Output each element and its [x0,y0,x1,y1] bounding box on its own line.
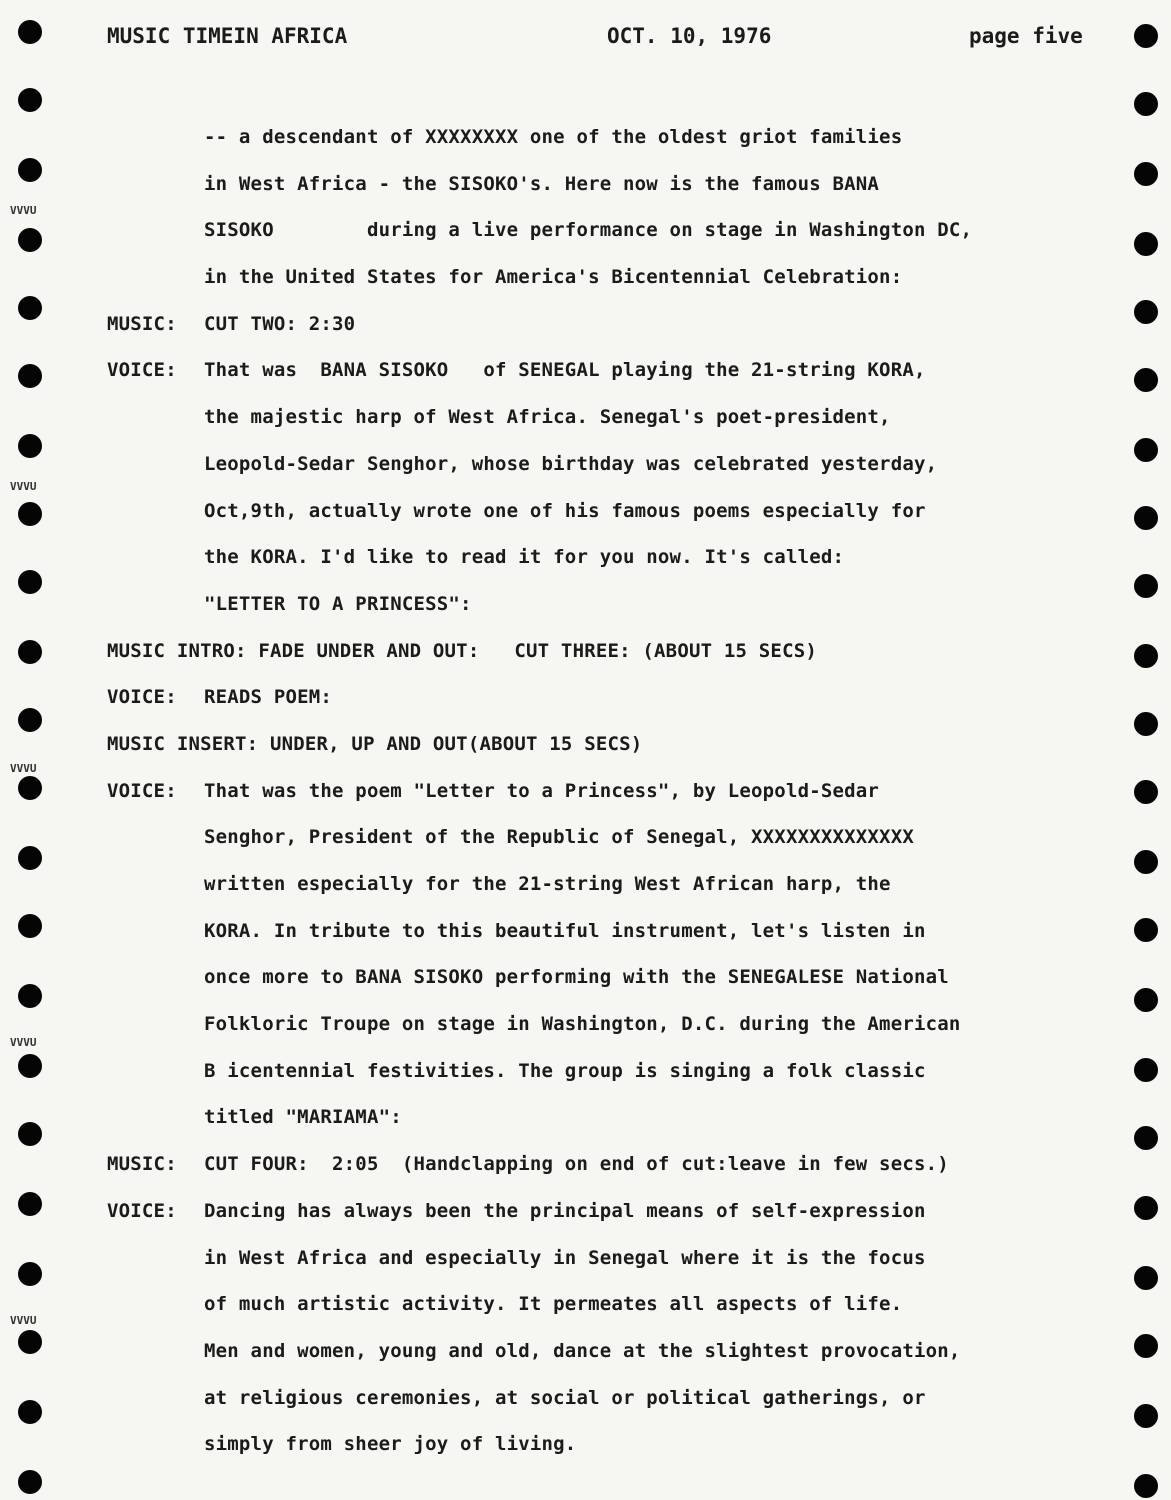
header-date: OCT. 10, 1976 [607,24,772,48]
cue-label: MUSIC INTRO: [107,639,247,662]
feed-hole [1134,1126,1158,1150]
feed-hole [18,88,42,112]
feed-hole [18,158,42,182]
feed-hole [18,984,42,1008]
feed-hole [1134,24,1158,48]
perforation-mark: VVVU [10,480,37,493]
line-text: titled "MARIAMA": [204,1106,402,1129]
line-text: "LETTER TO A PRINCESS": [204,592,472,615]
line-text: Leopold-Sedar Senghor, whose birthday was celebrated yesterday, [204,452,938,475]
line-text: Folkloric Troupe on stage in Washington, D.C. during the American [204,1013,961,1036]
line-text: CUT FOUR: 2:05 (Handclapping on end of cut:leave in few secs.) [204,1153,949,1176]
line-text: the majestic harp of West Africa. Senegal's poet-president, [204,406,891,429]
line-text: B icentennial festivities. The group is singing a folk classic [204,1059,926,1082]
feed-hole [18,640,42,664]
line-text: once more to BANA SISOKO performing with the SENEGALESE National [204,966,949,989]
cue-label: MUSIC: [107,312,177,335]
script-line [107,908,1117,955]
feed-hole [1134,300,1158,324]
line-text: KORA. In tribute to this beautiful instrument, let's listen in [204,919,926,942]
feed-hole [1134,232,1158,256]
line-text: That was BANA SISOKO of SENEGAL playing the 21-string KORA, [204,359,926,382]
feed-hole [18,1470,42,1494]
left-tractor-feed-holes [18,0,58,1500]
right-tractor-feed-holes [1134,0,1171,1500]
cue-label: MUSIC: [107,1153,177,1176]
script-line [107,114,1117,161]
script-line [107,488,1117,535]
feed-hole [18,296,42,320]
feed-hole [18,1122,42,1146]
script-line [107,301,1117,348]
header-title: MUSIC TIMEIN AFRICA [107,24,348,48]
script-line [107,394,1117,441]
script-line [107,1094,1117,1141]
script-line [107,207,1117,254]
feed-hole [1134,1474,1158,1498]
script-line [107,1328,1117,1375]
script-line [107,161,1117,208]
script-line [107,721,1117,768]
feed-hole [18,20,42,44]
perforation-mark: VVVU [10,762,37,775]
script-line [107,674,1117,721]
feed-hole [18,776,42,800]
feed-hole [18,914,42,938]
line-text: in the United States for America's Bicentennial Celebration: [204,266,903,289]
feed-hole [1134,1266,1158,1290]
feed-hole [18,228,42,252]
script-line [107,1235,1117,1282]
feed-hole [1134,162,1158,186]
perforation-mark: VVVU [10,1036,37,1049]
script-line [107,954,1117,1001]
feed-hole [18,1054,42,1078]
line-text: Oct,9th, actually wrote one of his famous poems especially for [204,499,926,522]
line-text: the KORA. I'd like to read it for you now. It's called: [204,546,845,569]
feed-hole [1134,438,1158,462]
line-text: at religious ceremonies, at social or political gatherings, or [204,1386,926,1409]
line-text: CUT TWO: 2:30 [204,312,356,335]
script-line [107,441,1117,488]
feed-hole [1134,92,1158,116]
feed-hole [1134,644,1158,668]
feed-hole [1134,988,1158,1012]
script-line [107,1001,1117,1048]
cue-label: MUSIC INSERT: [107,732,259,755]
feed-hole [1134,780,1158,804]
feed-hole [1134,1196,1158,1220]
line-text: -- a descendant of XXXXXXXX one of the oldest griot families [204,126,903,148]
line-text: in West Africa - the SISOKO's. Here now is the famous BANA [204,172,880,195]
script-line [107,254,1117,301]
feed-hole [1134,850,1158,874]
header-page-number: page five [969,24,1083,48]
feed-hole [1134,506,1158,530]
cue-label: VOICE: [107,359,177,382]
perforation-mark: VVVU [10,1314,37,1327]
feed-hole [18,846,42,870]
feed-hole [18,1400,42,1424]
feed-hole [1134,918,1158,942]
line-text: Men and women, young and old, dance at the slightest provocation, [204,1339,961,1362]
line-text: Senghor, President of the Republic of Senegal, XXXXXXXXXXXXXX [204,826,914,849]
line-text: written especially for the 21-string West African harp, the [204,873,891,895]
line-text: in West Africa and especially in Senegal where it is the focus [204,1246,926,1269]
feed-hole [18,434,42,458]
line-text: simply from sheer joy of living. [204,1433,577,1456]
feed-hole [1134,1058,1158,1082]
script-line [107,581,1117,628]
cue-label: VOICE: [107,779,177,802]
feed-hole [18,502,42,526]
script-line [107,861,1117,908]
script-line [107,534,1117,581]
feed-hole [18,1330,42,1354]
script-line [107,347,1117,394]
script-line [107,1141,1117,1188]
script-line [107,814,1117,861]
script-line [107,1281,1117,1328]
cue-label: VOICE: [107,686,177,709]
script-line [107,768,1117,815]
script-line [107,1421,1117,1468]
feed-hole [18,1192,42,1216]
page-header [107,24,1097,54]
feed-hole [18,708,42,732]
line-text: That was the poem "Letter to a Princess", by Leopold-Sedar [204,779,880,802]
script-line [107,1048,1117,1095]
feed-hole [1134,1334,1158,1358]
feed-hole [1134,712,1158,736]
feed-hole [18,570,42,594]
feed-hole [18,1262,42,1286]
line-text: READS POEM: [204,686,333,709]
line-text: SISOKO during a live performance on stage in Washington DC, [204,219,973,242]
feed-hole [1134,574,1158,598]
cue-label: VOICE: [107,1199,177,1222]
script-line [107,628,1117,675]
script-line [107,1375,1117,1422]
line-text: FADE UNDER AND OUT: CUT THREE: (ABOUT 15 SECS) [258,639,817,662]
feed-hole [18,364,42,388]
script-line [107,1188,1117,1235]
feed-hole [1134,368,1158,392]
line-text: Dancing has always been the principal means of self-expression [204,1199,926,1222]
perforation-mark: VVVU [10,204,37,217]
feed-hole [1134,1404,1158,1428]
line-text: UNDER, UP AND OUT(ABOUT 15 SECS) [269,732,643,755]
script-body [107,114,1117,1468]
line-text: of much artistic activity. It permeates all aspects of life. [204,1293,903,1316]
